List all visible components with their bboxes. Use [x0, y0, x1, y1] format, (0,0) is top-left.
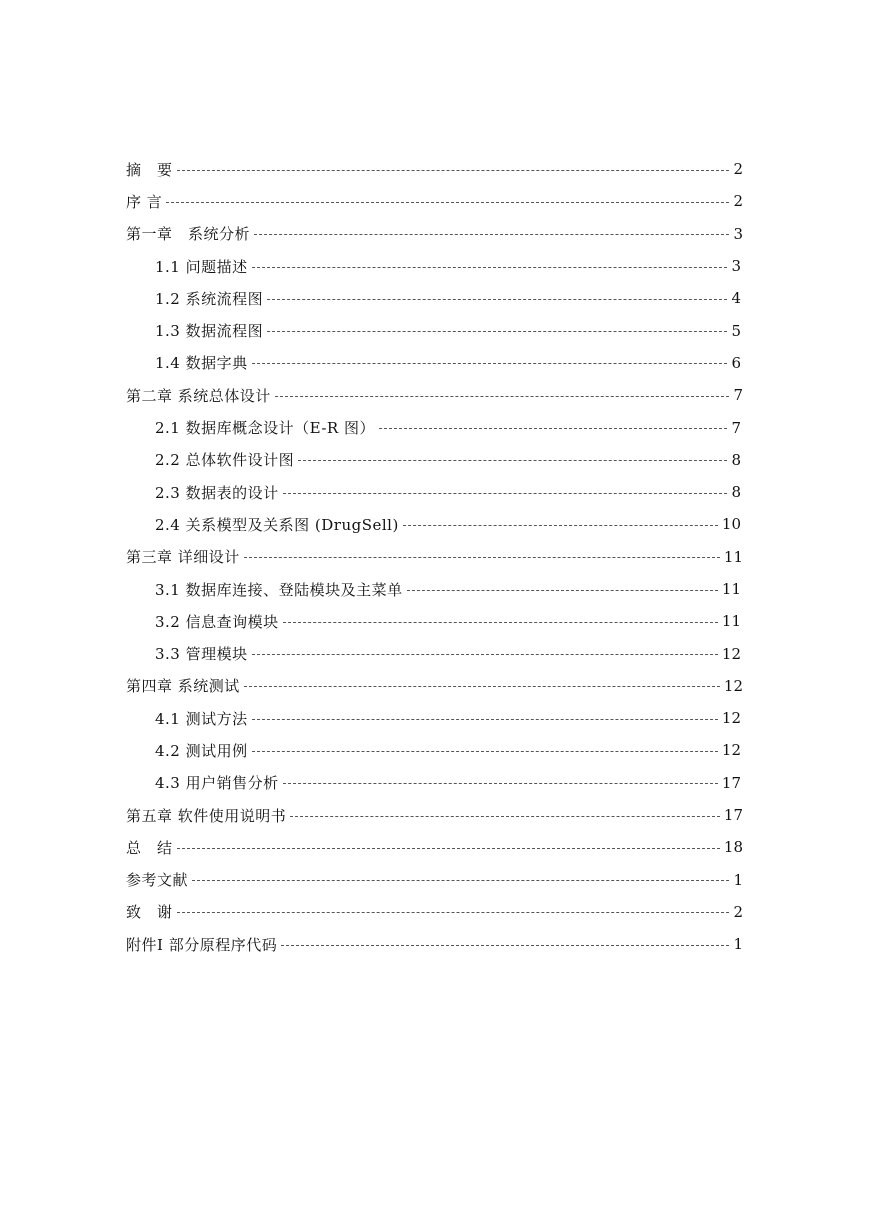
toc-dot-leader — [283, 492, 728, 494]
toc-entry-title: 2.4 关系模型及关系图 (DrugSell) — [155, 515, 399, 534]
toc-dot-leader — [298, 459, 727, 461]
toc-dot-leader — [244, 685, 720, 687]
toc-entry-title: 3.2 信息查询模块 — [155, 612, 279, 631]
toc-entry[interactable] — [0, 314, 869, 346]
toc-entry[interactable] — [0, 282, 869, 314]
toc-page-number: 7 — [731, 418, 741, 437]
toc-entry-title: 总 结 — [126, 838, 173, 857]
toc-entry[interactable] — [0, 476, 869, 508]
toc-entry[interactable] — [0, 411, 869, 443]
toc-dot-leader — [252, 266, 728, 268]
toc-entry[interactable] — [0, 928, 869, 960]
toc-dot-leader — [407, 589, 718, 591]
toc-entry[interactable] — [0, 508, 869, 540]
toc-page-number: 12 — [721, 741, 741, 760]
toc-dot-leader — [283, 621, 718, 623]
toc-entry[interactable] — [0, 702, 869, 734]
toc-dot-leader — [192, 879, 729, 881]
toc-entry-title: 4.2 测试用例 — [155, 741, 248, 760]
toc-dot-leader — [177, 847, 720, 849]
toc-entry[interactable] — [0, 637, 869, 669]
toc-entry-title: 1.2 系统流程图 — [155, 289, 264, 308]
table-of-contents — [0, 153, 869, 960]
toc-entry-title: 致 谢 — [126, 903, 173, 922]
toc-entry-title: 第一章 系统分析 — [126, 225, 251, 244]
toc-page-number: 3 — [733, 224, 743, 243]
toc-entry-title: 1.1 问题描述 — [155, 257, 248, 276]
toc-page-number: 11 — [721, 580, 741, 598]
toc-entry-title: 第五章 软件使用说明书 — [126, 806, 287, 825]
toc-page-number: 1 — [733, 935, 743, 954]
toc-page-number: 2 — [733, 192, 743, 211]
toc-dot-leader — [244, 556, 720, 558]
toc-entry-title: 2.1 数据库概念设计（E-R 图） — [155, 419, 375, 438]
toc-entry-title: 3.1 数据库连接、登陆模块及主菜单 — [155, 580, 403, 599]
toc-entry[interactable] — [0, 379, 869, 411]
toc-entry[interactable] — [0, 573, 869, 605]
toc-dot-leader — [177, 169, 730, 171]
toc-entry[interactable] — [0, 864, 869, 896]
toc-entry[interactable] — [0, 605, 869, 637]
toc-dot-leader — [275, 395, 730, 397]
toc-page-number: 8 — [731, 450, 741, 469]
toc-dot-leader — [252, 750, 718, 752]
toc-entry[interactable] — [0, 444, 869, 476]
toc-dot-leader — [267, 298, 727, 300]
toc-entry-title: 序 言 — [126, 192, 163, 211]
toc-page-number: 4 — [731, 289, 741, 308]
toc-page-number: 12 — [721, 709, 741, 728]
toc-dot-leader — [254, 233, 729, 235]
toc-entry[interactable] — [0, 185, 869, 217]
toc-dot-leader — [252, 718, 718, 720]
toc-entry-title: 3.3 管理模块 — [155, 645, 248, 664]
toc-entry[interactable] — [0, 896, 869, 928]
toc-page-number: 2 — [733, 160, 743, 179]
toc-entry-title: 1.3 数据流程图 — [155, 322, 264, 341]
toc-entry-title: 2.3 数据表的设计 — [155, 483, 279, 502]
toc-dot-leader — [290, 815, 720, 817]
toc-page-number: 2 — [733, 902, 743, 921]
toc-entry-title: 第三章 详细设计 — [126, 548, 240, 567]
toc-dot-leader — [166, 201, 729, 203]
toc-page-number: 8 — [731, 483, 741, 502]
toc-entry[interactable] — [0, 250, 869, 282]
toc-entry[interactable] — [0, 153, 869, 185]
toc-entry[interactable] — [0, 799, 869, 831]
toc-entry-title: 参考文献 — [126, 871, 189, 890]
toc-entry-title: 第四章 系统测试 — [126, 677, 240, 696]
toc-entry[interactable] — [0, 218, 869, 250]
toc-page-number: 11 — [723, 547, 743, 566]
toc-dot-leader — [252, 653, 718, 655]
toc-entry-title: 第二章 系统总体设计 — [126, 386, 271, 405]
toc-dot-leader — [281, 944, 729, 946]
toc-dot-leader — [177, 911, 730, 913]
toc-page-number: 3 — [731, 257, 741, 276]
toc-entry-title: 2.2 总体软件设计图 — [155, 451, 295, 470]
toc-page-number: 12 — [723, 676, 743, 695]
toc-entry-title: 4.3 用户销售分析 — [155, 774, 279, 793]
toc-dot-leader — [267, 330, 727, 332]
toc-dot-leader — [379, 427, 727, 429]
toc-page-number: 11 — [721, 612, 741, 631]
toc-page-number: 6 — [731, 353, 741, 372]
toc-entry[interactable] — [0, 347, 869, 379]
toc-page-number: 18 — [723, 838, 743, 857]
toc-entry-title: 摘 要 — [126, 160, 173, 179]
toc-entry[interactable] — [0, 670, 869, 702]
toc-dot-leader — [252, 362, 728, 364]
toc-entry[interactable] — [0, 541, 869, 573]
toc-entry-title: 附件Ⅰ 部分原程序代码 — [126, 935, 278, 954]
toc-entry-title: 4.1 测试方法 — [155, 709, 248, 728]
toc-entry[interactable] — [0, 831, 869, 863]
toc-page-number: 17 — [721, 773, 741, 792]
toc-page-number: 1 — [733, 870, 743, 889]
toc-page-number: 7 — [733, 386, 743, 405]
toc-page-number: 10 — [721, 515, 741, 534]
toc-dot-leader — [283, 782, 718, 784]
toc-entry-title: 1.4 数据字典 — [155, 354, 248, 373]
toc-page-number: 5 — [731, 321, 741, 340]
toc-entry[interactable] — [0, 734, 869, 766]
toc-dot-leader — [403, 524, 718, 526]
toc-page-number: 17 — [723, 806, 743, 825]
toc-page-number: 12 — [721, 644, 741, 663]
toc-entry[interactable] — [0, 767, 869, 799]
